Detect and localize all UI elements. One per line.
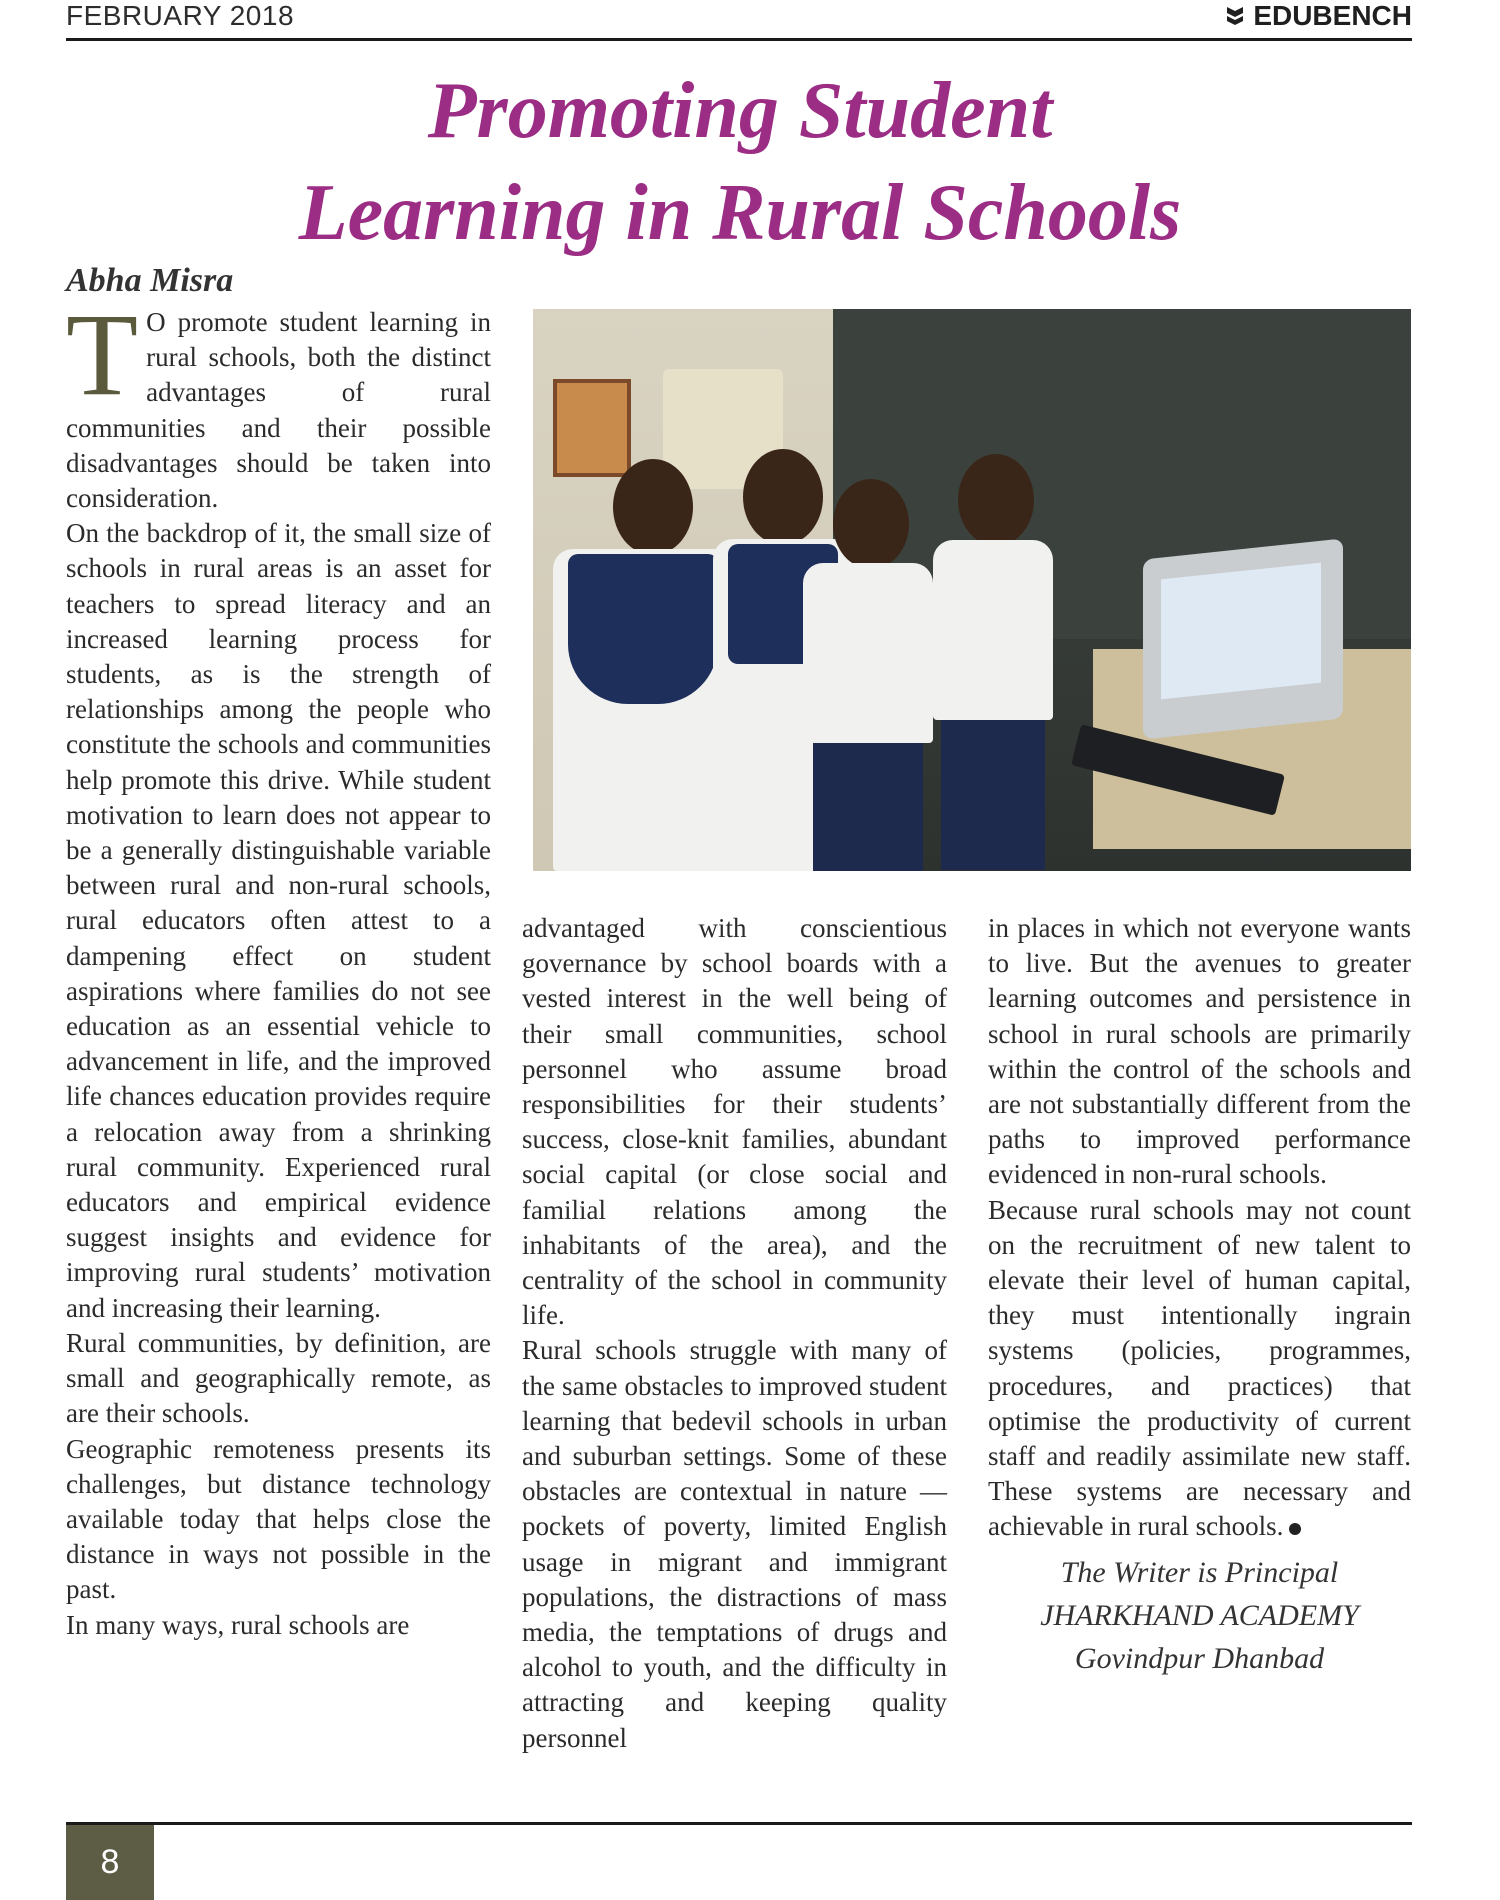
photo-student-3 xyxy=(803,479,933,871)
signature-institution: JHARKHAND ACADEMY xyxy=(1040,1598,1359,1632)
article-paragraph: Geographic remoteness presents its challenges, but distance technology available today that helps close the distance in ways not possible in the past. xyxy=(66,1433,491,1605)
article-paragraph: Rural schools struggle with many of the same obstacles to improved student learning that bedevil schools in urban and suburban settings. Some of these obstacles are contextual in nature — pockets of poverty, limited English usage in migrant and immigrant populations, the distractions of mass media, the temptations of drugs and alcohol to youth, and the difficulty in attracting and keeping quality personnel xyxy=(522,1335,947,1753)
article-paragraph: advantaged with conscientious governance by school boards with a vested interest in the well being of their small communities, school personnel who assume broad responsibilities for their students’ success, close-knit families, abundant social capital (or close social and familial relations among the inhabitants of the area), and the centrality of the school in community life. xyxy=(522,913,947,1331)
article-paragraph: In many ways, rural schools are xyxy=(66,1609,410,1640)
author-signature xyxy=(988,1551,1411,1680)
photo-monitor-screen xyxy=(1161,563,1321,700)
article-photo xyxy=(533,309,1411,871)
article-paragraph: in places in which not everyone wants to live. But the avenues to greater learning outcomes and persistence in school in rural schools are primarily within the control of the schools and are not substantially different from the paths to improved performance evidenced in non-rural schools. xyxy=(988,913,1411,1190)
article-paragraph: Because rural schools may not count on the recruitment of new talent to elevate their level of human capital, they must intentionally ingrain systems (policies, programmes, procedures, and practices) that optimise the productivity of current staff and readily assimilate new staff. These systems are necessary and achievable in rural schools. xyxy=(988,1194,1411,1542)
end-of-article-icon xyxy=(1289,1523,1301,1535)
article-column-3 xyxy=(988,911,1411,1680)
footer-divider xyxy=(66,1822,1412,1825)
article-column-2 xyxy=(522,911,947,1756)
article-column-1 xyxy=(66,289,491,1643)
article-title xyxy=(0,60,1480,264)
photo-student-4 xyxy=(933,454,1053,871)
header-divider xyxy=(66,38,1412,41)
signature-role: The Writer is Principal xyxy=(1060,1555,1339,1589)
author-byline: Abha Misra xyxy=(66,262,234,299)
article-paragraph: Rural communities, by definition, are small and geographically remote, as are their schools. xyxy=(66,1327,491,1429)
title-line-2: Learning in Rural Schools xyxy=(298,169,1182,257)
article-paragraph: T O promote student learning in rural schools, both the distinct advantages of rural communities and their possible disadvantages should be taken into consideration. xyxy=(66,289,491,514)
signature-location: Govindpur Dhanbad xyxy=(1074,1641,1325,1675)
article-paragraph: On the backdrop of it, the small size of schools in rural areas is an asset for teachers to spread literacy and an increased learning process for students, as is the strength of relationships among the people who constitute the schools and communities help promote this drive. While student motivation to learn does not appear to be a generally distinguishable variable between rural and non-rural schools, rural educators often attest to a dampening effect on student aspirations where families do not see education as an essential vehicle to advancement in life, and the improved life chances education provides require a relocation away from a shrinking rural community. Experienced rural educators and empirical evidence suggest insights and evidence for improving rural students’ motivation and increasing their learning. xyxy=(66,518,491,1323)
title-line-1: Promoting Student xyxy=(427,67,1053,155)
drop-cap: T xyxy=(66,289,139,420)
publication-brand xyxy=(1225,0,1412,32)
brand-name: EDUBENCH xyxy=(1253,0,1412,31)
issue-date: FEBRUARY 2018 xyxy=(66,0,295,31)
chevron-shield-icon xyxy=(1225,5,1245,27)
page-number: 8 xyxy=(66,1825,154,1900)
